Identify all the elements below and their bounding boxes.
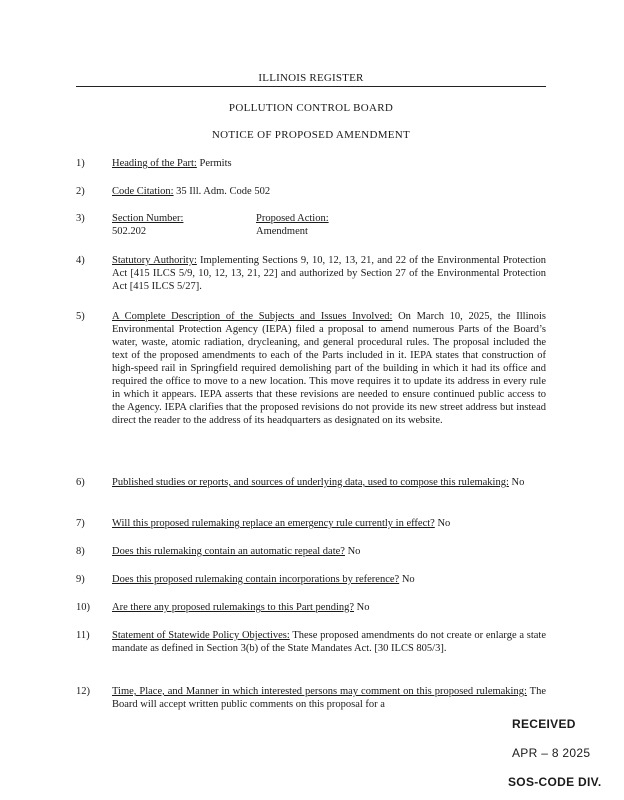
item-text: Implementing Sections 9, 10, 12, 13, 21, and 22 of the Environmental Protection Act [415 ILCS 5/9, 10, 12, 13, 21, 22] and authorized by Section 27 of the Environmental Protection Act [415 ILCS 5/27]. [112,255,546,292]
section-number-label: Section Number: [112,213,184,224]
item-label: Statutory Authority: [112,255,197,266]
item-text: No [508,477,525,488]
item-label: Will this proposed rulemaking replace an emergency rule currently in effect? [112,518,435,529]
item-number: 9) [76,574,85,585]
received-stamp-label: RECEIVED [512,717,576,731]
item-text: No [344,546,361,557]
item-text: These proposed amendments do not create or enlarge a state mandate as defined in Section 3(b) of the State Mandates Act. [30 ILCS 805/3]. [112,630,546,654]
register-title: ILLINOIS REGISTER [258,72,364,84]
item-number: 3) [76,213,85,224]
item-label: A Complete Description of the Subjects and Issues Involved: [112,311,393,322]
item-text: The Board will accept written public comments on this proposal for a [112,686,546,710]
item-text: No [434,518,451,529]
item-label: Does this proposed rulemaking contain incorporations by reference? [112,574,400,585]
item-text: 35 Ill. Adm. Code 502 [173,186,271,197]
proposed-action-label: Proposed Action: [256,213,329,224]
agency-name: POLLUTION CONTROL BOARD [228,102,394,114]
item-label: Heading of the Part: [112,158,197,169]
item-text: Permits [196,158,232,169]
item-number: 12) [76,686,90,697]
proposed-action-value: Amendment [256,226,308,237]
item-number: 7) [76,518,85,529]
item-label: Does this rulemaking contain an automatic repeal date? [112,546,345,557]
item-number: 1) [76,158,85,169]
item-3 [76,212,546,238]
item-number: 11) [76,630,90,641]
item-number: 4) [76,255,85,266]
item-number: 5) [76,311,85,322]
item-number: 2) [76,186,85,197]
item-label: Are there any proposed rulemakings to this Part pending? [112,602,355,613]
header-rule [76,86,546,87]
received-stamp-date: APR – 8 2025 [512,746,591,760]
item-label: Time, Place, and Manner in which interested persons may comment on this proposed rulemaking: [112,686,527,697]
notice-title: NOTICE OF PROPOSED AMENDMENT [211,129,411,141]
received-stamp-division: SOS-CODE DIV. [508,775,602,789]
item-text: No [399,574,415,585]
item-label: Statement of Statewide Policy Objectives: [112,630,290,641]
item-label: Code Citation: [112,186,174,197]
item-number: 8) [76,546,85,557]
item-text: On March 10, 2025, the Illinois Environmental Protection Agency (IEPA) filed a proposal to amend numerous Parts of the Board’s water, waste, atomic radiation, drycleaning, and general procedural rules. The proposal included the text of the proposed amendments to each of the Parts included in it. IEPA states that construction of high-speed rail in Springfield required demolishing part of the building in which it had its office and required the office to move to a new location. This move requires it to update its address in every rule in which it appears. IEPA asserts that these revisions are needed to ensure continued public access to the Agency. IEPA clarifies that the proposed revisions do not provide its new street address but instead direct the reader to the address of its headquarters as designated on its website. [112,311,546,426]
item-text: No [354,602,370,613]
section-number-value: 502.202 [112,226,147,237]
item-label: Published studies or reports, and sources of underlying data, used to compose this rulemaking: [112,477,509,488]
item-number: 6) [76,477,85,488]
item-number: 10) [76,602,90,613]
